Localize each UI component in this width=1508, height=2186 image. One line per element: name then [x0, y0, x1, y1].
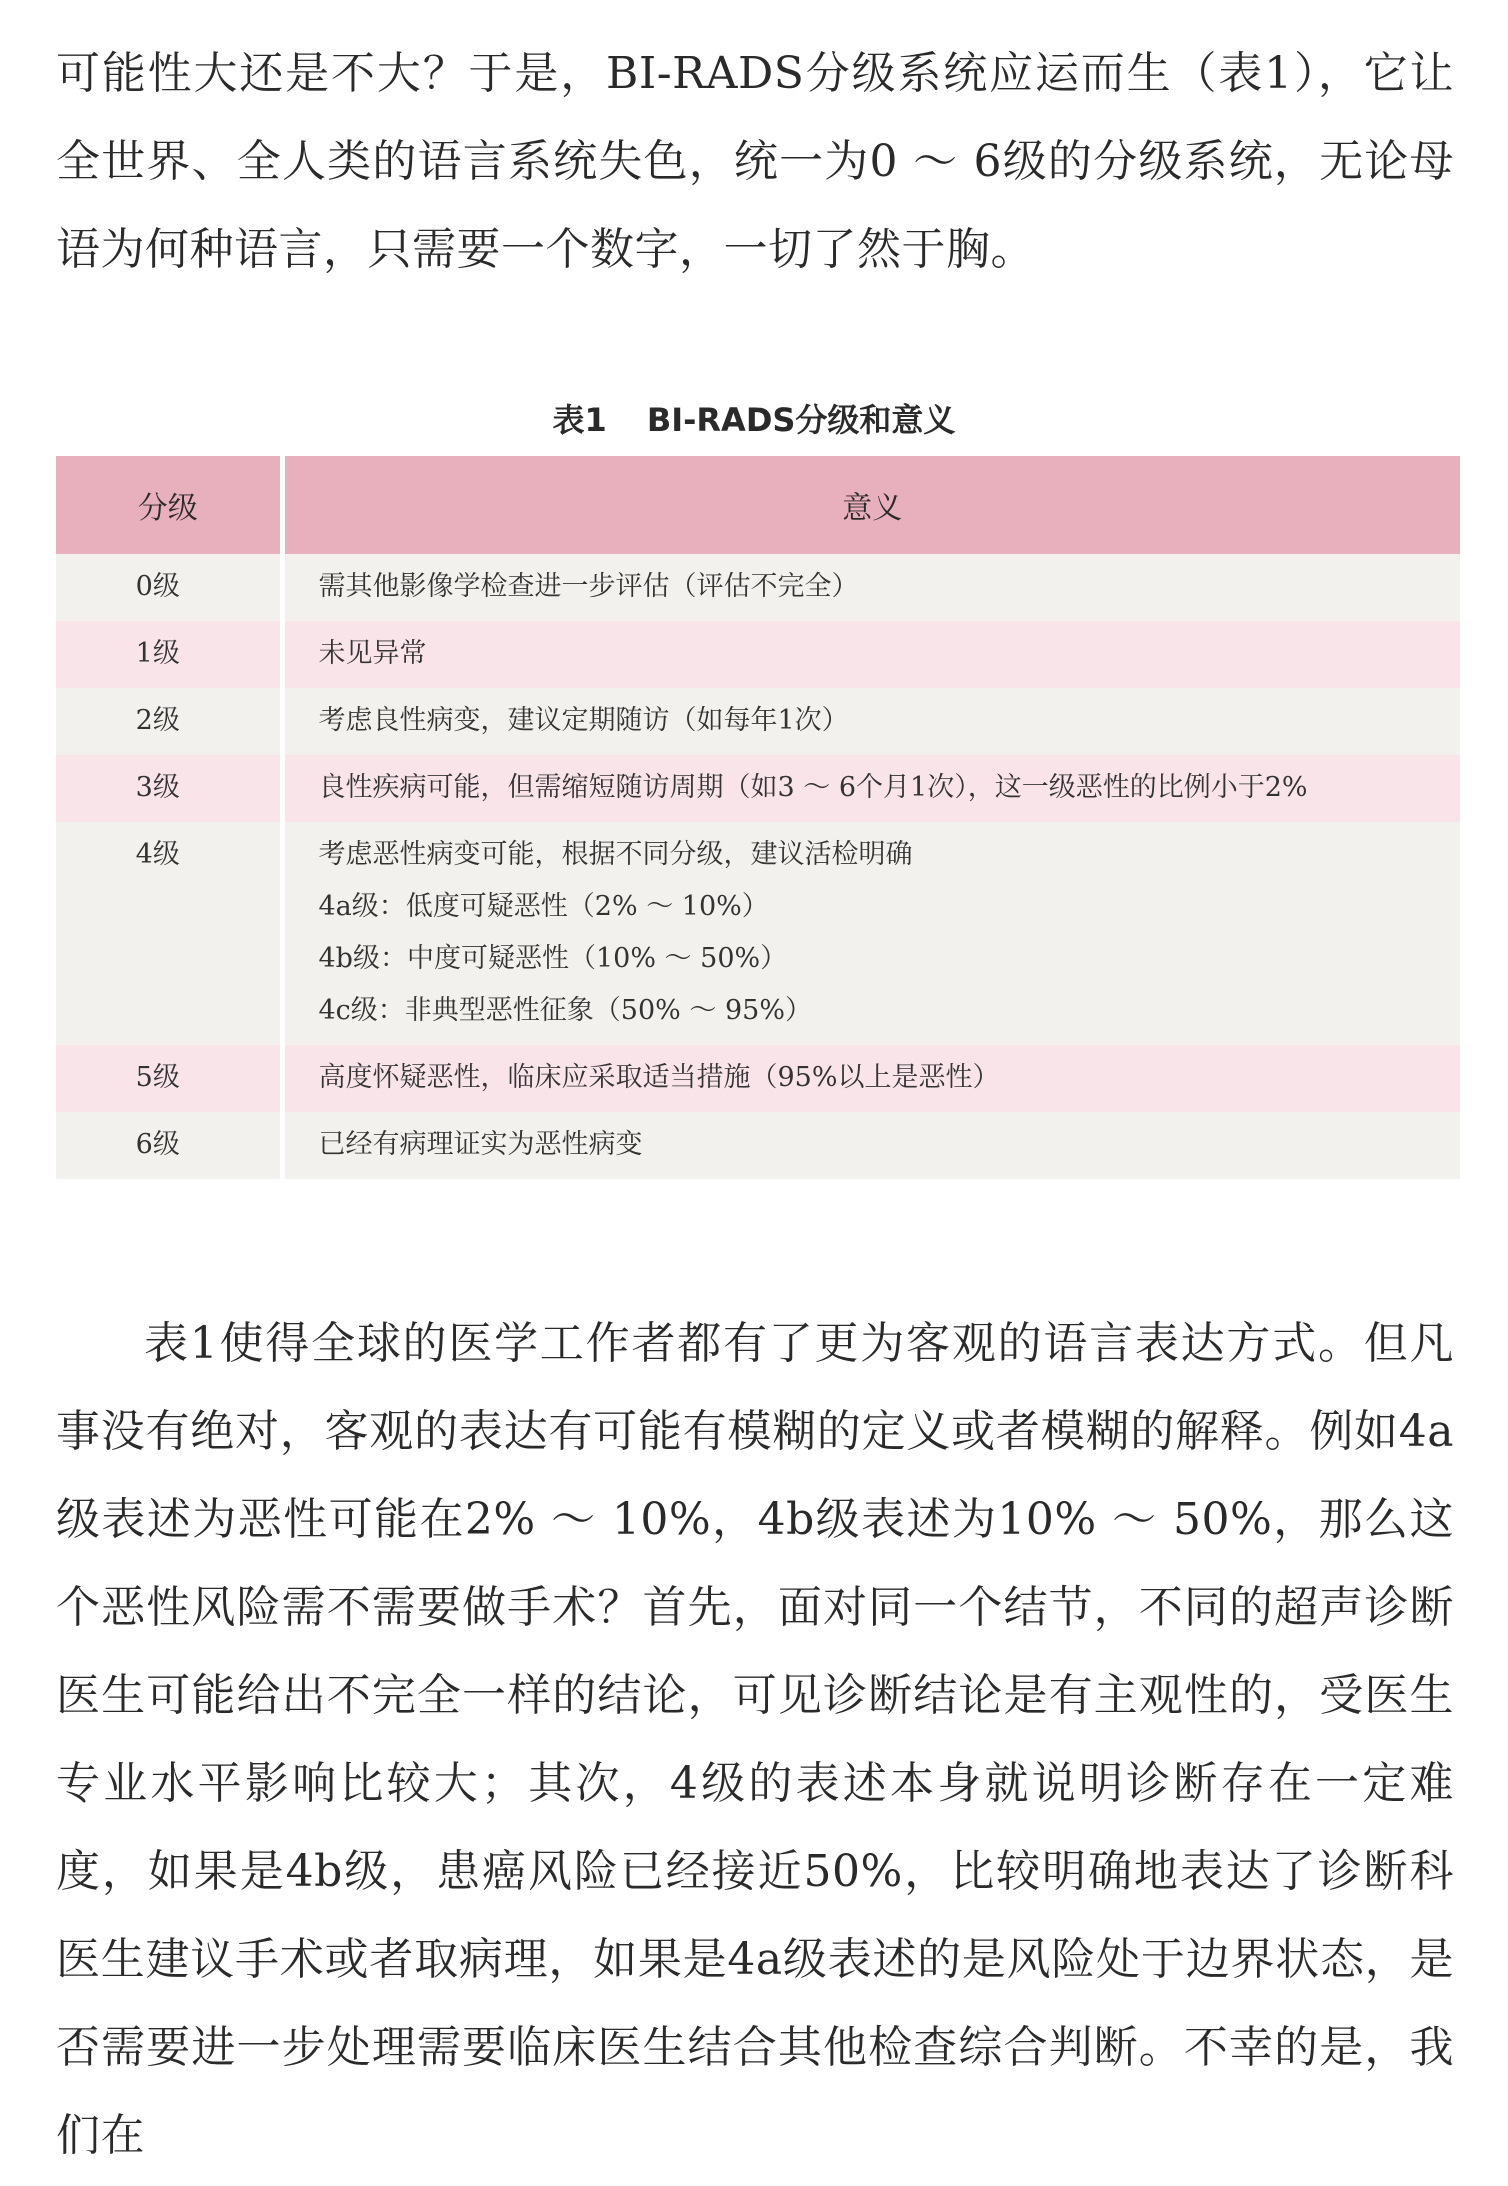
table-row: [56, 1045, 1460, 1112]
row-meaning: [282, 554, 1460, 621]
table-row: [56, 688, 1460, 755]
meaning-line-4b: 4b级：中度可疑恶性（10% ～ 50%）: [318, 943, 788, 974]
row-grade: 0级: [56, 554, 282, 621]
row-grade: 6级: [56, 1112, 282, 1179]
row-meaning: [282, 621, 1460, 688]
meaning-line: 未见异常: [318, 638, 427, 669]
table-caption-number: 表1: [552, 401, 607, 439]
row-grade: 4级: [56, 822, 282, 1045]
row-grade: 3级: [56, 755, 282, 822]
meaning-line-4c: 4c级：非典型恶性征象（50% ～ 95%）: [318, 995, 812, 1026]
row-meaning: [282, 688, 1460, 755]
row-grade: 1级: [56, 621, 282, 688]
table-row: [56, 1112, 1460, 1179]
meaning-line: 良性疾病可能，但需缩短随访周期（如3 ～ 6个月1次），这一级恶性的比例小于2%: [318, 772, 1308, 803]
table-row: [56, 621, 1460, 688]
row-meaning: [282, 822, 1460, 1045]
meaning-line: 考虑良性病变，建议定期随访（如每年1次）: [318, 705, 849, 736]
row-meaning: [282, 1112, 1460, 1179]
table-caption: [0, 395, 1508, 441]
row-grade: 5级: [56, 1045, 282, 1112]
table-header-row: [56, 456, 1460, 554]
paragraph-bottom: 表1使得全球的医学工作者都有了更为客观的语言表达方式。但凡事没有绝对，客观的表达有可能有模糊的定义或者模糊的解释。例如4a级表述为恶性可能在2% ～ 10%，4b级表述为10% ～ 50%，那么这个恶性风险需不需要做手术？首先，面对同一个结节，不同的超声诊断医生可能给出不完全一样的结论，可见诊断结论是有主观性的，受医生专业水平影响比较大；其次，4级的表述本身就说明诊断存在一定难度，如果是4b级，患癌风险已经接近50%，比较明确地表达了诊断科医生建议手术或者取病理，如果是4a级表述的是风险处于边界状态，是否需要进一步处理需要临床医生结合其他检查综合判断。不幸的是，我们在: [56, 1318, 1454, 2161]
meaning-line-4a: 4a级：低度可疑恶性（2% ～ 10%）: [318, 891, 769, 922]
meaning-line: 已经有病理证实为恶性病变: [318, 1129, 643, 1160]
birads-table: [56, 456, 1460, 1179]
table-row: [56, 755, 1460, 822]
table-caption-title: BI-RADS分级和意义: [646, 401, 956, 439]
table-row: [56, 822, 1460, 1045]
meaning-line: 高度怀疑恶性，临床应采取适当措施（95%以上是恶性）: [318, 1062, 1000, 1093]
header-grade: 分级: [56, 456, 282, 554]
row-meaning: [282, 1045, 1460, 1112]
row-grade: 2级: [56, 688, 282, 755]
paragraph-top: 可能性大还是不大？于是，BI-RADS分级系统应运而生（表1），它让全世界、全人类的语言系统失色，统一为0 ～ 6级的分级系统，无论母语为何种语言，只需要一个数字，一切了然于胸。: [56, 48, 1454, 275]
header-meaning: 意义: [282, 456, 1460, 554]
meaning-line: 考虑恶性病变可能，根据不同分级，建议活检明确: [318, 839, 913, 870]
meaning-line: 需其他影像学检查进一步评估（评估不完全）: [318, 571, 859, 602]
row-meaning: [282, 755, 1460, 822]
table-row: [56, 554, 1460, 621]
